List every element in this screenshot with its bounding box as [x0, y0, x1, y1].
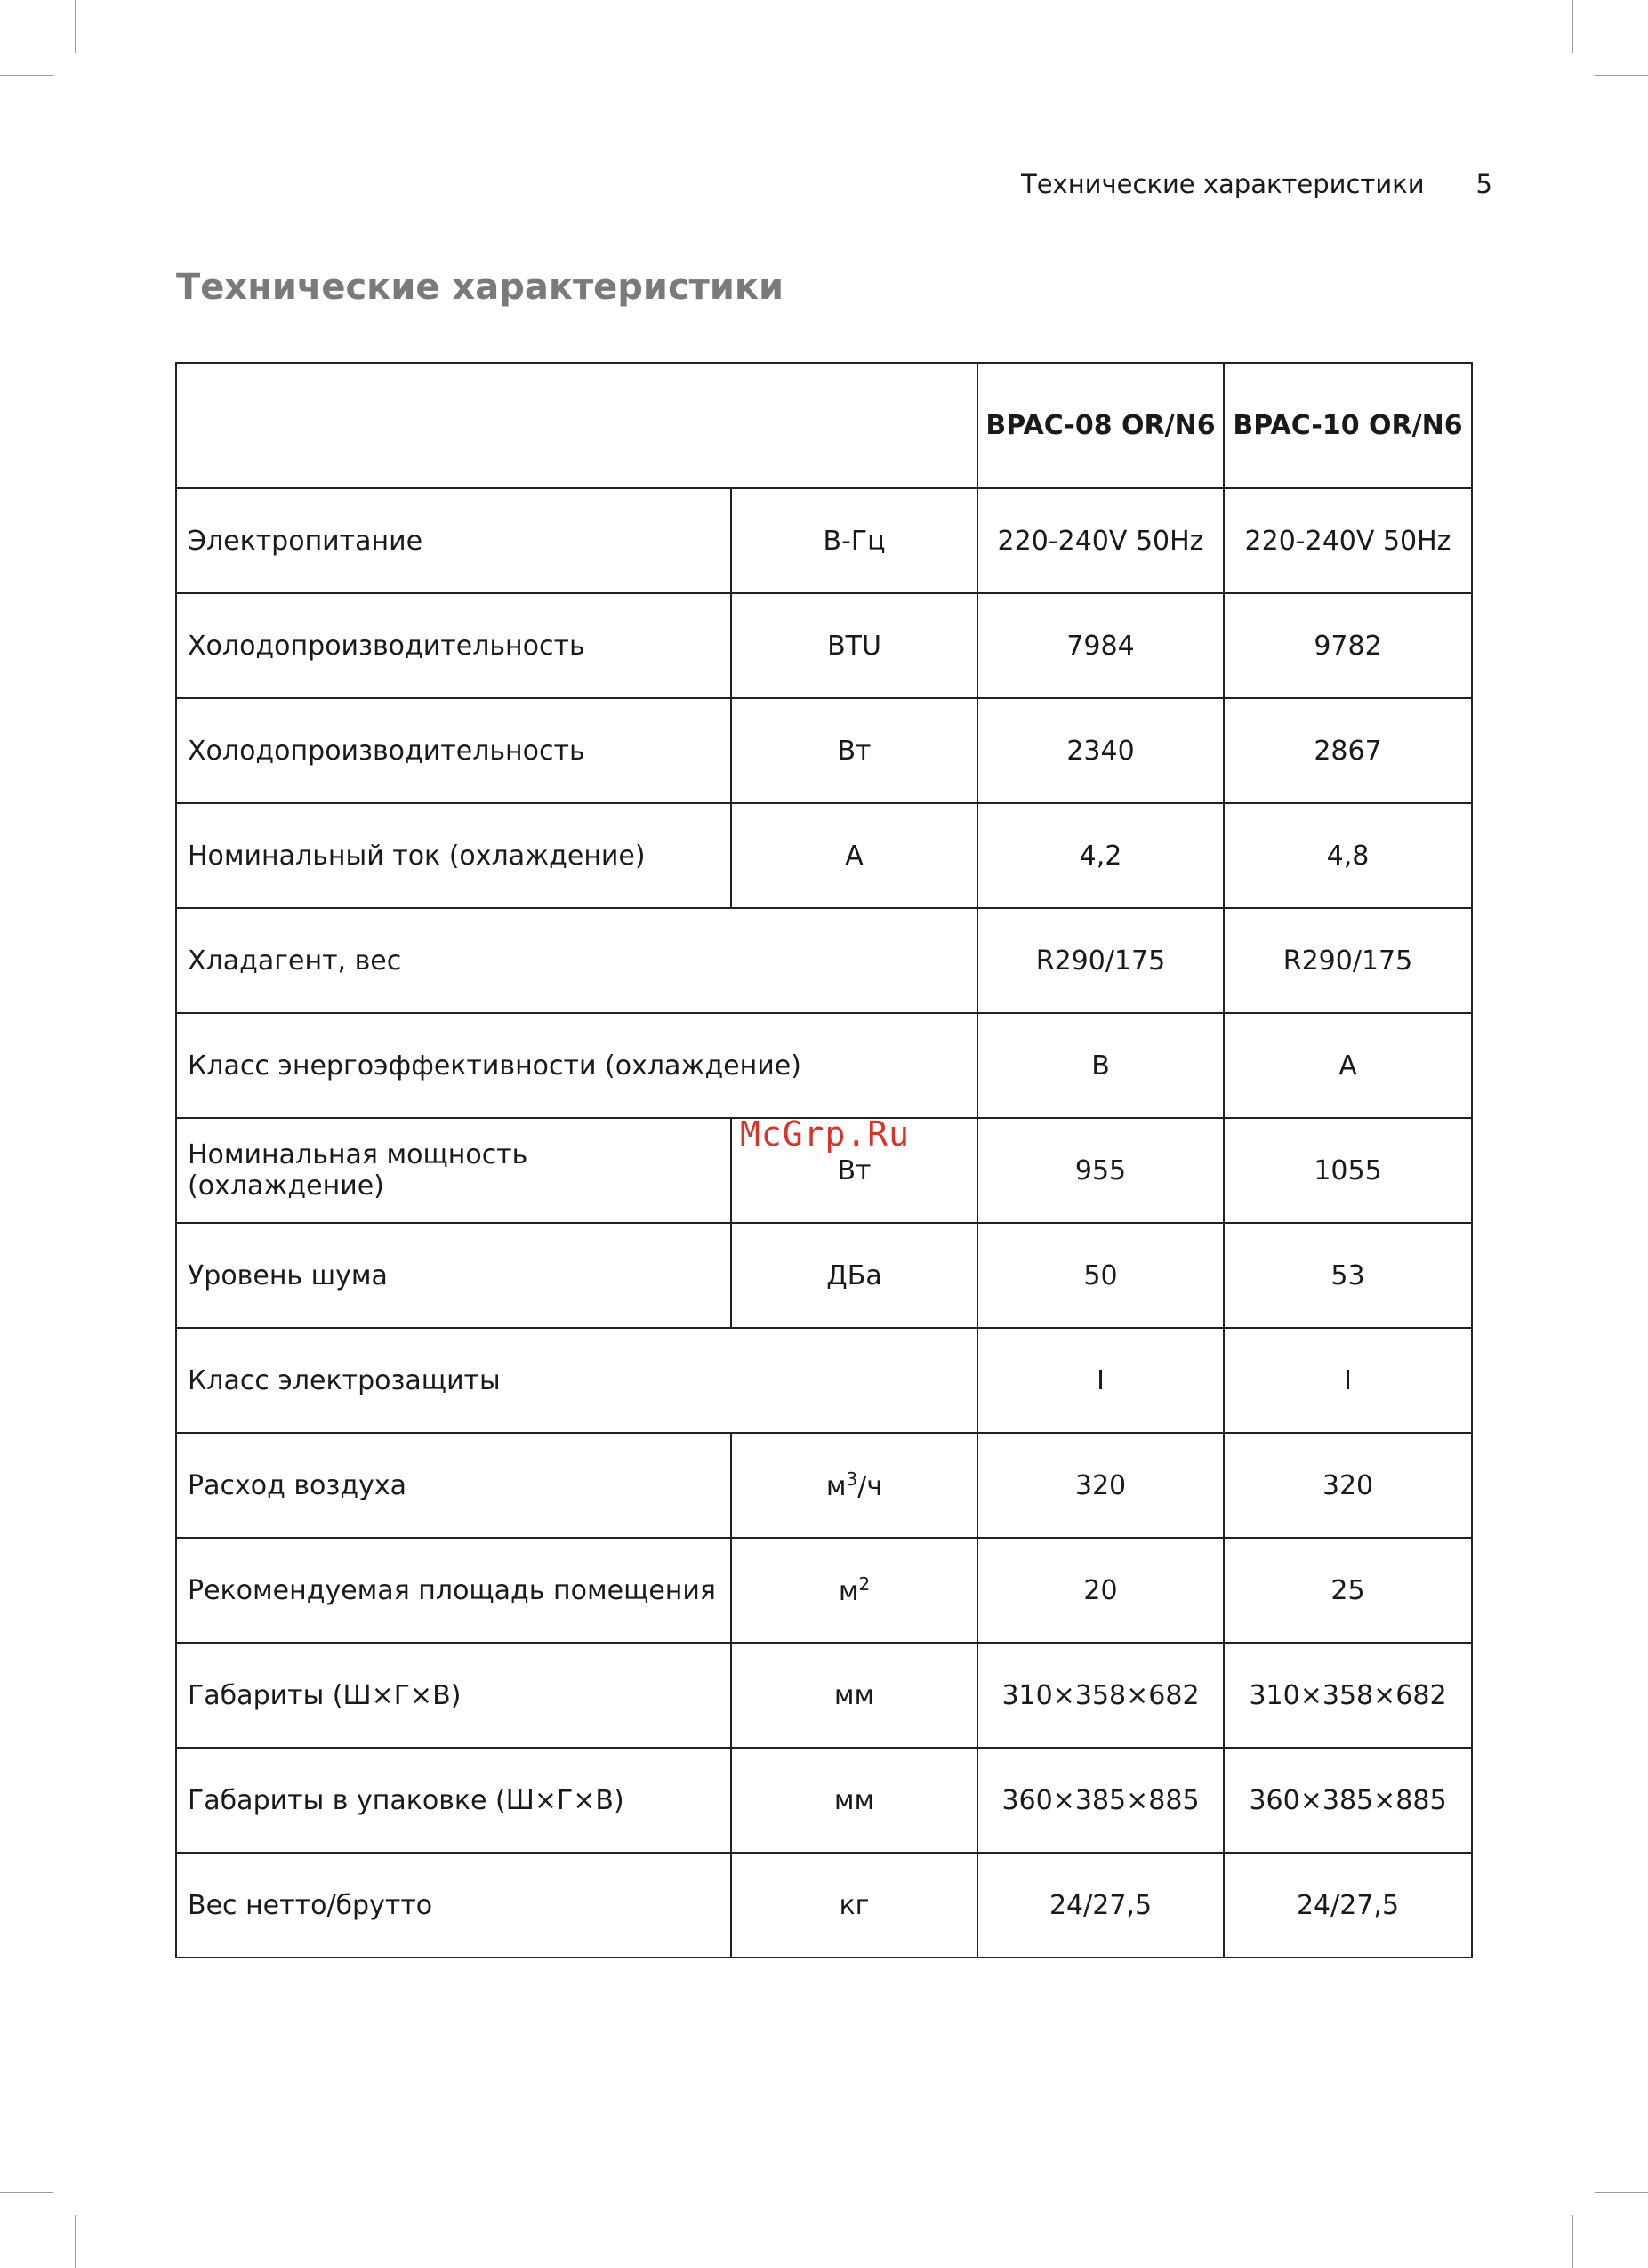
param-cell: Класс электрозащиты	[176, 1328, 977, 1433]
model-1-header: BPAC-08 OR/N6	[977, 363, 1224, 488]
value-cell-model-2: 320	[1224, 1433, 1472, 1538]
unit-cell	[731, 593, 977, 698]
unit-text: Вт	[837, 735, 872, 767]
unit-cell	[731, 1433, 977, 1538]
value-cell-model-1: 2340	[977, 698, 1224, 803]
param-cell: Номинальная мощность (охлаждение)	[176, 1118, 731, 1223]
value-cell-model-1: B	[977, 1013, 1224, 1118]
param-cell: Габариты в упаковке (Ш×Г×В)	[176, 1748, 731, 1853]
param-cell: Электропитание	[176, 488, 731, 593]
table-row	[176, 1853, 1472, 1958]
crop-mark	[1595, 75, 1648, 76]
unit-text: BTU	[827, 630, 881, 662]
param-cell: Класс энергоэффективности (охлаждение)	[176, 1013, 977, 1118]
header-empty-cell	[176, 363, 977, 488]
value-cell-model-1: 320	[977, 1433, 1224, 1538]
value-cell-model-2: 1055	[1224, 1118, 1472, 1223]
value-cell-model-1: R290/175	[977, 908, 1224, 1013]
value-cell-model-2: I	[1224, 1328, 1472, 1433]
section-title: Технические характеристики	[1021, 169, 1425, 199]
value-cell-model-2: 9782	[1224, 593, 1472, 698]
value-cell-model-2: 4,8	[1224, 803, 1472, 908]
table-row	[176, 803, 1472, 908]
unit-text: В-Гц	[823, 525, 886, 557]
page-title: Технические характеристики	[176, 267, 784, 308]
value-cell-model-2: 53	[1224, 1223, 1472, 1328]
value-cell-model-2: 220-240V 50Hz	[1224, 488, 1472, 593]
unit-cell	[731, 1853, 977, 1958]
unit-cell	[731, 1643, 977, 1748]
unit-text: А	[845, 840, 864, 872]
unit-cell	[731, 803, 977, 908]
param-cell: Вес нетто/брутто	[176, 1853, 731, 1958]
value-cell-model-2: 24/27,5	[1224, 1853, 1472, 1958]
running-header	[1021, 169, 1492, 199]
table-row	[176, 1328, 1472, 1433]
table-row	[176, 698, 1472, 803]
unit-text: кг	[839, 1889, 870, 1921]
param-cell: Холодопроизводительность	[176, 698, 731, 803]
param-cell: Номинальный ток (охлаждение)	[176, 803, 731, 908]
param-cell: Хладагент, вес	[176, 908, 977, 1013]
table-row	[176, 1748, 1472, 1853]
unit-text: м	[838, 1576, 859, 1607]
crop-mark	[0, 2192, 53, 2193]
unit-cell	[731, 1223, 977, 1328]
value-cell-model-2: A	[1224, 1013, 1472, 1118]
value-cell-model-2: R290/175	[1224, 908, 1472, 1013]
value-cell-model-1: 50	[977, 1223, 1224, 1328]
param-cell: Рекомендуемая площадь помещения	[176, 1538, 731, 1643]
page-number: 5	[1475, 169, 1492, 199]
table-row	[176, 1643, 1472, 1748]
unit-cell	[731, 1538, 977, 1643]
unit-text: Вт	[837, 1154, 872, 1186]
unit-text: мм	[833, 1679, 875, 1711]
model-2-header: BPAC-10 OR/N6	[1224, 363, 1472, 488]
table-row	[176, 1433, 1472, 1538]
table-row	[176, 1223, 1472, 1328]
value-cell-model-1: 7984	[977, 593, 1224, 698]
table-row	[176, 1013, 1472, 1118]
param-cell: Холодопроизводительность	[176, 593, 731, 698]
crop-mark	[1572, 2215, 1573, 2268]
table-header-row	[176, 363, 1472, 488]
value-cell-model-1: 955	[977, 1118, 1224, 1223]
param-cell: Габариты (Ш×Г×В)	[176, 1643, 731, 1748]
value-cell-model-2: 360×385×885	[1224, 1748, 1472, 1853]
crop-mark	[75, 2215, 76, 2268]
table-row	[176, 488, 1472, 593]
spec-table	[175, 362, 1473, 1958]
unit-cell	[731, 488, 977, 593]
unit-tail: /ч	[857, 1471, 883, 1502]
crop-mark	[75, 0, 76, 53]
unit-superscript: 2	[858, 1573, 871, 1595]
watermark: McGrp.Ru	[740, 1114, 911, 1154]
unit-cell	[731, 698, 977, 803]
value-cell-model-2: 25	[1224, 1538, 1472, 1643]
value-cell-model-1: 24/27,5	[977, 1853, 1224, 1958]
value-cell-model-1: 4,2	[977, 803, 1224, 908]
value-cell-model-2: 310×358×682	[1224, 1643, 1472, 1748]
unit-cell	[731, 1748, 977, 1853]
crop-mark	[1595, 2192, 1648, 2193]
value-cell-model-1: I	[977, 1328, 1224, 1433]
table-row	[176, 593, 1472, 698]
value-cell-model-2: 2867	[1224, 698, 1472, 803]
unit-text: ДБа	[826, 1259, 882, 1291]
value-cell-model-1: 220-240V 50Hz	[977, 488, 1224, 593]
value-cell-model-1: 360×385×885	[977, 1748, 1224, 1853]
table-row	[176, 908, 1472, 1013]
unit-superscript: 3	[846, 1468, 858, 1490]
table-row	[176, 1538, 1472, 1643]
param-cell: Уровень шума	[176, 1223, 731, 1328]
value-cell-model-1: 310×358×682	[977, 1643, 1224, 1748]
param-cell: Расход воздуха	[176, 1433, 731, 1538]
unit-text: мм	[833, 1784, 875, 1816]
crop-mark	[1572, 0, 1573, 53]
unit-text: м	[825, 1471, 847, 1502]
crop-mark	[0, 75, 53, 76]
value-cell-model-1: 20	[977, 1538, 1224, 1643]
